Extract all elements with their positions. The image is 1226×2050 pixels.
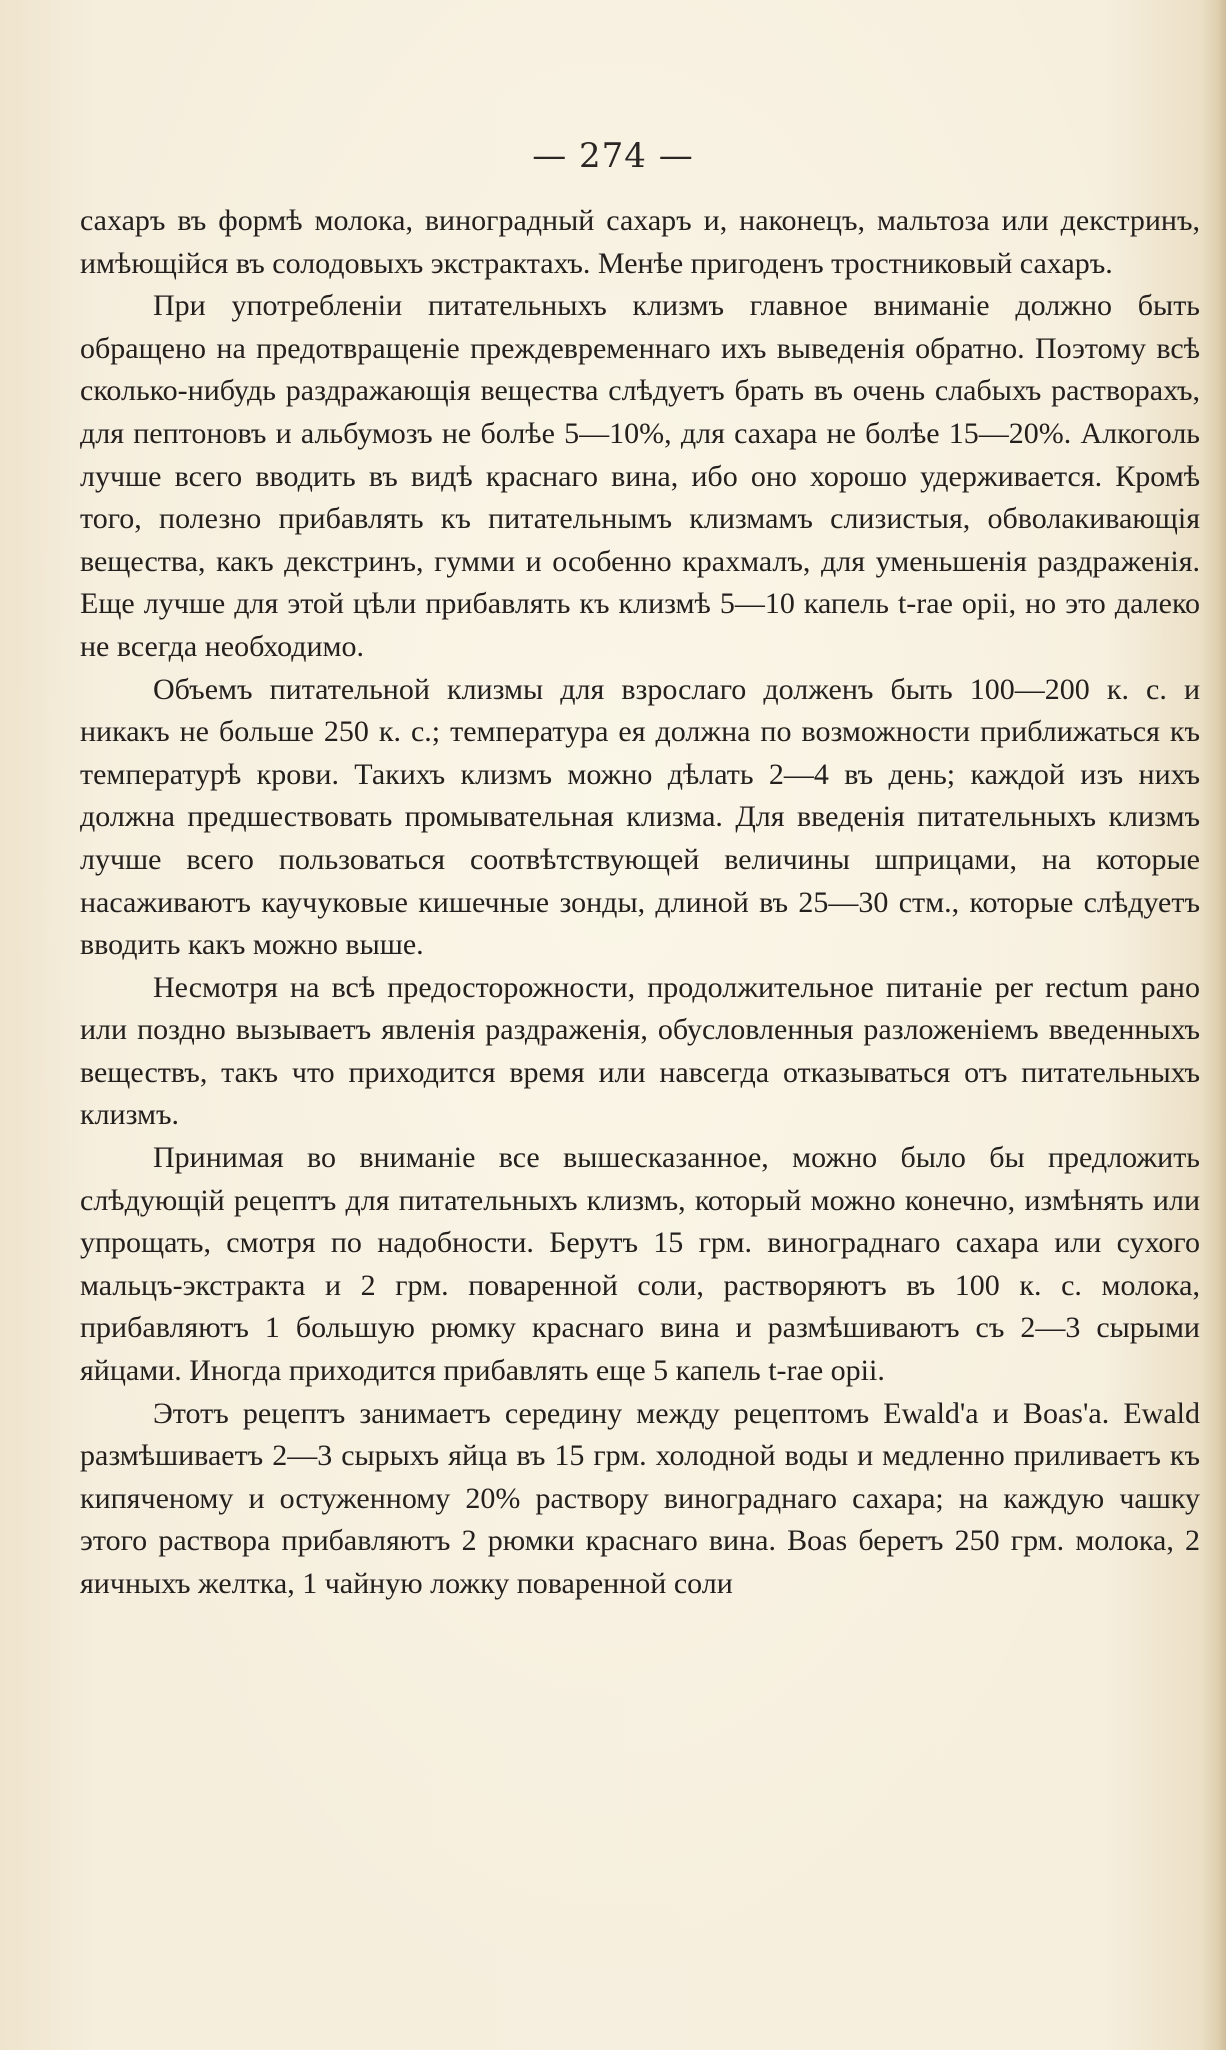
paragraph-enemas-retention: При употребленіи питательныхъ клизмъ главное вниманіе должно быть обращено на предотвращеніе преждевременнаго ихъ выведенія обратно. Поэтому всѣ сколько-нибудь раздражающія вещества слѣдуетъ брать въ очень слабыхъ растворахъ, для пептоновъ и альбумозъ не болѣе 5—10%, для сахара не болѣе 15—20%. Алкоголь лучше всего вводить въ видѣ краснаго вина, ибо оно хорошо удерживается. Кромѣ того, полезно прибавлять къ питательнымъ клизмамъ слизистыя, обволакивающія вещества, какъ декстринъ, гумми и особенно крахмалъ, для уменьшенія раздраженія. Еще лучше для этой цѣли прибавлять къ клизмѣ 5—10 капель t-rae opii, но это далеко не всегда необходимо.	[80, 289, 1200, 663]
page-number: — 274 —	[532, 136, 694, 176]
paragraph-ewald-boas: Этотъ рецептъ занимаетъ середину между рецептомъ Ewald'а и Boas'а. Ewald размѣшиваетъ 2—3 сырыхъ яйца въ 15 грм. холодной воды и медленно приливаетъ къ кипяченому и остуженному 20% раствору винограднаго сахара; на каждую чашку этого раствора прибавляютъ 2 рюмки краснаго вина. Boas беретъ 250 грм. молока, 2 яичныхъ желтка, 1 чайную ложку поваренной соли	[80, 1396, 1200, 1600]
body-text	[80, 200, 1200, 1606]
paragraph-continuation: сахаръ въ формѣ молока, виноградный сахаръ и, наконецъ, мальтоза или декстринъ, имѣющійся въ солодовыхъ экстрактахъ. Менѣе пригоденъ тростниковый сахаръ.	[80, 204, 1200, 280]
page-edge-shadow	[1200, 0, 1226, 2050]
paragraph-enema-volume: Объемъ питательной клизмы для взрослаго долженъ быть 100—200 к. с. и никакъ не больше 250 к. с.; температура ея должна по возможности приближаться къ температурѣ крови. Такихъ клизмъ можно дѣлать 2—4 въ день; каждой изъ нихъ должна предшествовать промывательная клизма. Для введенія питательныхъ клизмъ лучше всего пользоваться соотвѣтствующей величины шприцами, на которые насаживаютъ каучуковые кишечные зонды, длиной въ 25—30 стм., которые слѣдуетъ вводить какъ можно выше.	[80, 672, 1200, 962]
paragraph-recipe: Принимая во вниманіе все вышесказанное, можно было бы предложить слѣдующій рецептъ для питательныхъ клизмъ, который можно конечно, измѣнять или упрощать, смотря по надобности. Берутъ 15 грм. винограднаго сахара или сухого мальцъ-экстракта и 2 грм. поваренной соли, растворяютъ въ 100 к. с. молока, прибавляютъ 1 большую рюмку краснаго вина и размѣшиваютъ съ 2—3 сырыми яйцами. Иногда приходится прибавлять еще 5 капель t-rae opii.	[80, 1141, 1200, 1388]
paragraph-irritation: Несмотря на всѣ предосторожности, продолжительное питаніе per rectum рано или поздно вызываетъ явленія раздраженія, обусловленныя разложеніемъ введенныхъ веществъ, такъ что приходится время или навсегда отказываться отъ питательныхъ клизмъ.	[80, 970, 1200, 1132]
